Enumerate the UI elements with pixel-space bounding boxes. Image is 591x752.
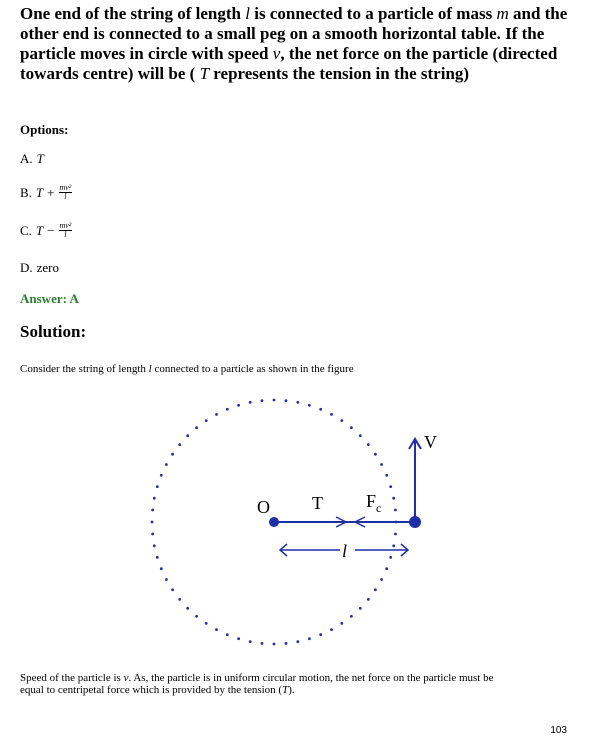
answer-text: Answer: A	[20, 291, 79, 306]
path-dot	[392, 544, 395, 547]
solution-heading: Solution:	[20, 322, 87, 341]
option-expr: T	[36, 151, 44, 166]
option-label: D.	[20, 260, 33, 275]
fraction	[59, 222, 73, 239]
path-dot	[374, 453, 377, 456]
path-dot	[296, 640, 299, 643]
path-dot	[160, 474, 163, 477]
path-dot	[205, 622, 208, 625]
path-dot	[261, 642, 264, 645]
path-dot	[350, 615, 353, 618]
path-dot	[359, 607, 362, 610]
path-dot	[359, 434, 362, 437]
path-dot	[165, 463, 168, 466]
path-dot	[249, 401, 252, 404]
fraction-numerator: mv²	[59, 183, 72, 192]
fraction-denominator: l	[64, 230, 67, 239]
path-dot	[367, 598, 370, 601]
path-dot	[394, 509, 397, 512]
option-text: zero	[36, 260, 60, 275]
path-dot	[319, 408, 322, 411]
path-dot	[385, 474, 388, 477]
path-dot	[237, 637, 240, 640]
path-dot	[319, 633, 322, 636]
var-T: T	[282, 684, 289, 696]
path-dot	[153, 544, 156, 547]
operator: +	[47, 184, 55, 200]
path-dot	[380, 463, 383, 466]
text-part: connected to a particle as shown in the figure	[151, 363, 354, 375]
path-dot	[385, 567, 388, 570]
question-part: , the net force on the particle (directed towards centre) will be (	[20, 44, 558, 83]
path-dot	[195, 426, 198, 429]
path-dot	[273, 643, 276, 646]
path-dot	[285, 399, 288, 402]
path-dot	[374, 588, 377, 591]
path-dot	[296, 401, 299, 404]
path-dot	[367, 443, 370, 446]
label-l: l	[342, 541, 348, 561]
path-dot	[186, 607, 189, 610]
path-dot	[151, 533, 154, 536]
path-dot	[171, 453, 174, 456]
option-b	[20, 184, 72, 201]
path-dot	[330, 413, 333, 416]
path-dot	[205, 419, 208, 422]
label-Fc	[366, 491, 381, 515]
path-dot	[178, 598, 181, 601]
question-part: is connected to a particle of mass	[249, 4, 497, 23]
option-d	[20, 260, 59, 276]
path-dot	[165, 578, 168, 581]
question-text	[20, 4, 572, 84]
option-label: A.	[20, 151, 33, 166]
path-dot	[340, 419, 343, 422]
path-dot	[380, 578, 383, 581]
question-part: represents the tension in the string)	[209, 64, 470, 83]
solution-line-1	[20, 672, 493, 684]
text-part: ).	[288, 684, 295, 696]
path-dot	[226, 633, 229, 636]
question-part: One end of the string of length	[20, 4, 246, 23]
path-dot	[273, 399, 276, 402]
option-expr: T	[35, 184, 44, 200]
path-dot	[160, 567, 163, 570]
peg-center	[269, 517, 279, 527]
path-dot	[392, 497, 395, 500]
label-O: O	[257, 497, 270, 517]
path-dot	[308, 404, 311, 407]
fraction	[59, 184, 73, 201]
solution-outro	[20, 672, 493, 696]
var-v: v	[123, 672, 129, 684]
path-dot	[151, 521, 154, 524]
path-dot	[261, 399, 264, 402]
circular-motion-figure	[140, 385, 437, 670]
fraction-numerator: mv²	[59, 221, 72, 230]
solution-line-2	[20, 684, 493, 696]
text-part: Speed of the particle is	[20, 672, 124, 684]
solution-intro	[20, 363, 354, 375]
label-F: F	[366, 491, 377, 511]
option-expr: T	[35, 222, 44, 238]
path-dot	[389, 556, 392, 559]
path-dot	[285, 642, 288, 645]
path-dot	[226, 408, 229, 411]
page-number: 103	[550, 725, 567, 736]
var-l: l	[245, 4, 250, 23]
path-dot	[389, 485, 392, 488]
var-l: l	[148, 363, 152, 375]
path-dot	[156, 485, 159, 488]
var-v: v	[272, 44, 281, 63]
text-part: . As, the particle is in uniform circular motion, the net force on the particle must be	[128, 672, 494, 684]
path-dot	[237, 404, 240, 407]
particle	[409, 516, 421, 528]
question-part: and the other end is connected to a small peg on a smooth horizontal table. If the particle moves in circle with speed	[20, 4, 568, 63]
path-dot	[394, 533, 397, 536]
path-dot	[308, 637, 311, 640]
text-part: equal to centripetal force which is provided by the tension (	[20, 684, 283, 696]
operator: −	[47, 222, 55, 238]
path-dot	[186, 434, 189, 437]
label-V: V	[424, 432, 437, 452]
option-c	[20, 222, 72, 239]
var-m: m	[496, 4, 509, 23]
text-part: Consider the string of length	[20, 363, 149, 375]
path-dot	[178, 443, 181, 446]
path-dot	[151, 509, 154, 512]
path-dot	[215, 628, 218, 631]
option-label: B.	[20, 184, 32, 200]
path-dot	[249, 640, 252, 643]
options-heading: Options:	[20, 122, 69, 137]
path-dot	[215, 413, 218, 416]
option-label: C.	[20, 222, 32, 238]
path-dot	[340, 622, 343, 625]
label-F-subscript: c	[376, 501, 382, 515]
var-T: T	[199, 64, 210, 83]
path-dot	[195, 615, 198, 618]
path-dot	[156, 556, 159, 559]
path-dot	[330, 628, 333, 631]
path-dot	[350, 426, 353, 429]
label-T: T	[312, 493, 323, 513]
fraction-denominator: l	[64, 192, 67, 201]
option-a	[20, 151, 44, 167]
path-dot	[153, 497, 156, 500]
path-dot	[171, 588, 174, 591]
